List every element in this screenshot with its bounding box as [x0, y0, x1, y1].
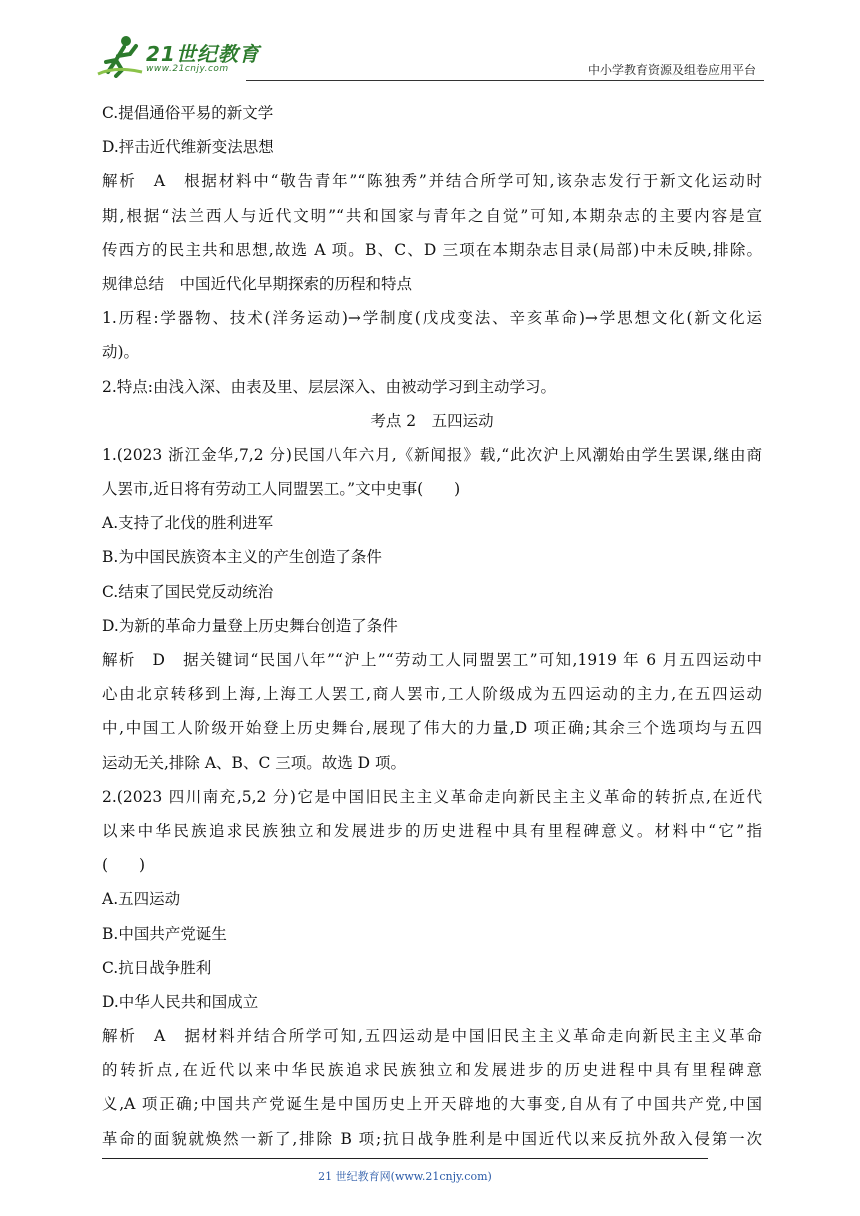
- text-line: 期,根据“法兰西人与近代文明”“共和国家与青年之自觉”可知,本期杂志的主要内容是宣: [102, 206, 762, 225]
- text-line: 解析 A 根据材料中“敬告青年”“陈独秀”并结合所学可知,该杂志发行于新文化运动时: [102, 172, 762, 191]
- text-line: 解析 D 据关键词“民国八年”“沪上”“劳动工人同盟罢工”可知,1919 年 6 月五四运动中: [102, 651, 762, 669]
- text-line: 义,A 项正确;中国共产党诞生是中国历史上开天辟地的大事变,自从有了中国共产党,中国: [102, 1095, 762, 1114]
- text-line: 人罢市,近日将有劳动工人同盟罢工。”文中史事( ): [102, 480, 461, 499]
- text-line: 动)。: [102, 343, 140, 362]
- logo-title: 21世纪教育: [146, 42, 260, 66]
- logo: [96, 32, 266, 78]
- text-line: 中,中国工人阶级开始登上历史舞台,展现了伟大的力量,D 项正确;其余三个选项均与五四: [102, 719, 762, 738]
- text-line: 1.历程:学器物、技术(洋务运动)→学制度(戊戌变法、辛亥革命)→学思想文化(新文化运: [102, 309, 762, 328]
- text-line: D.抨击近代维新变法思想: [102, 138, 274, 157]
- runner-logo-icon: [96, 32, 148, 78]
- text-line: 的转折点,在近代以来中华民族追求民族独立和发展进步的历史进程中具有里程碑意: [102, 1061, 762, 1080]
- text-line: C.提倡通俗平易的新文学: [102, 104, 274, 122]
- page-header: [96, 30, 764, 82]
- text-line: 心由北京转移到上海,上海工人罢工,商人罢市,工人阶级成为五四运动的主力,在五四运动: [102, 685, 762, 704]
- text-line: 2.(2023 四川南充,5,2 分)它是中国旧民主主义革命走向新民主主义革命的转折点,在近代: [102, 787, 762, 806]
- text-line: 规律总结 中国近代化早期探索的历程和特点: [102, 274, 413, 293]
- logo-url: www.21cnjy.com: [146, 64, 229, 74]
- footer-divider: [102, 1158, 708, 1159]
- text-line: 解析 A 据材料并结合所学可知,五四运动是中国旧民主主义革命走向新民主主义革命: [102, 1027, 762, 1046]
- document-body: [102, 96, 762, 1156]
- section-heading: 考点 2 五四运动: [370, 411, 494, 430]
- text-line: ( ): [102, 856, 146, 875]
- text-line: D.中华人民共和国成立: [102, 992, 259, 1011]
- text-line: 革命的面貌就焕然一新了,排除 B 项;抗日战争胜利是中国近代以来反抗外敌入侵第一次: [102, 1129, 762, 1148]
- text-line: A.五四运动: [102, 890, 181, 909]
- text-line: C.结束了国民党反动统治: [102, 582, 274, 601]
- text-line: D.为新的革命力量登上历史舞台创造了条件: [102, 616, 398, 635]
- text-line: 运动无关,排除 A、B、C 三项。故选 D 项。: [102, 753, 407, 772]
- text-line: 传西方的民主共和思想,故选 A 项。B、C、D 三项在本期杂志目录(局部)中未反映,排除。: [102, 240, 762, 259]
- text-line: 1.(2023 浙江金华,7,2 分)民国八年六月,《新闻报》载,“此次沪上风潮始由学生罢课,继由商: [102, 445, 762, 464]
- text-line: B.中国共产党诞生: [102, 924, 227, 943]
- header-divider: [246, 80, 764, 81]
- text-line: A.支持了北伐的胜利进军: [102, 514, 274, 533]
- footer-text: 21 世纪教育网(www.21cnjy.com): [318, 1170, 492, 1183]
- text-line: B.为中国民族资本主义的产生创造了条件: [102, 548, 382, 567]
- text-line: C.抗日战争胜利: [102, 958, 212, 977]
- text-line: 2.特点:由浅入深、由表及里、层层深入、由被动学习到主动学习。: [102, 377, 557, 396]
- text-line: 以来中华民族追求民族独立和发展进步的历史进程中具有里程碑意义。材料中“它”指: [102, 821, 762, 840]
- platform-label: 中小学教育资源及组卷应用平台: [587, 63, 756, 77]
